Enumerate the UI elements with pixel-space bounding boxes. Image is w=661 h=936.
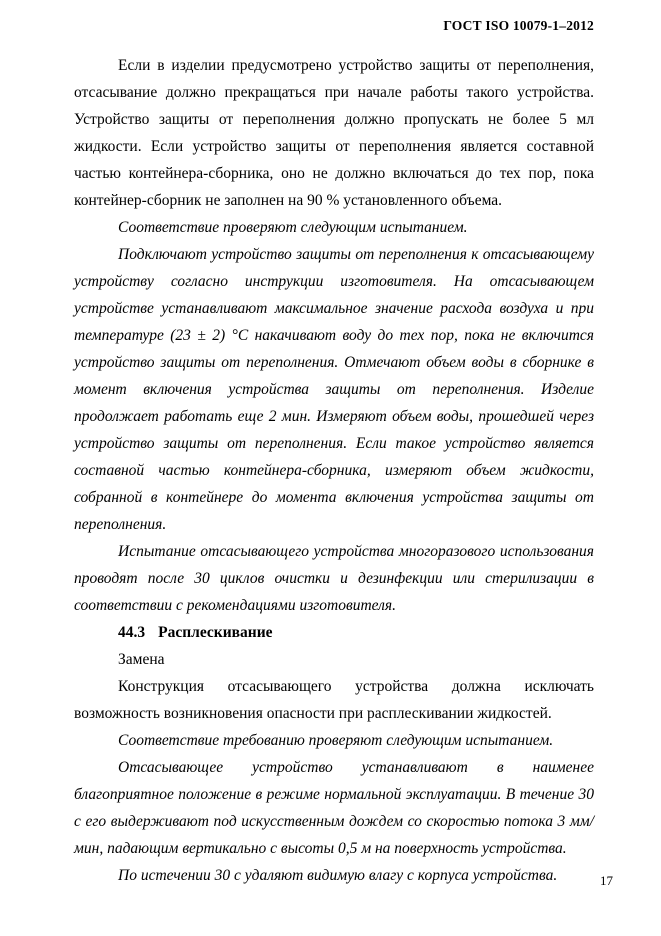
document-body — [74, 52, 594, 889]
section-heading-number: 44.3 — [118, 624, 146, 641]
page-number: 17 — [600, 873, 613, 888]
paragraph-compliance-statement-2: Соответствие требованию проверяют следующим испытанием. — [118, 732, 554, 749]
standard-code-header: ГОСТ ISO 10079-1–2012 — [443, 18, 594, 33]
section-heading-title: Расплескивание — [158, 624, 273, 641]
paragraph-overflow-test-procedure: Подключают устройство защиты от переполнения к отсасывающему устройству согласно инструкции изготовителя. На отсасывающем устройстве устанавливают максимальное значение расхода воздуха и при температуре (23 ± 2) °С накачивают воду до тех пор, пока не включится устройство защиты от переполнения. Отмечают объем воды в сборнике в момент включения устройства защиты от переполнения. Изделие продолжает работать еще 2 мин. Измеряют объем воды, прошедшей через устройство защиты от переполнения. Если такое устройство является составной частью контейнера-сборника, измеряют объем жидкости, собранной в контейнере до момента включения устройства защиты от переполнения. — [74, 246, 594, 533]
paragraph-compliance-statement-1: Соответствие проверяют следующим испытанием. — [118, 219, 468, 236]
section-heading-44-3 — [74, 619, 594, 646]
paragraph-spill-test-procedure: Отсасывающее устройство устанавливают в наименее благоприятное положение в режиме нормальной эксплуатации. В течение 30 с его выдерживают под искусственным дождем со скоростью потока 3 мм/мин, падающим вертикально с высоты 0,5 м на поверхность устройства. — [74, 759, 594, 857]
paragraph-replacement: Замена — [118, 651, 165, 668]
paragraph-reusable-device-test: Испытание отсасывающего устройства многоразового использования проводят после 30 циклов очистки и дезинфекции или стерилизации в соответствии с рекомендациями изготовителя. — [74, 543, 594, 614]
paragraph-spill-test-final: По истечении 30 с удаляют видимую влагу с корпуса устройства. — [118, 867, 558, 884]
paragraph-overflow-protection-requirement: Если в изделии предусмотрено устройство защиты от переполнения, отсасывание должно прекращаться при начале работы такого устройства. Устройство защиты от переполнения должно пропускать не более 5 мл жидкости. Если устройство защиты от переполнения является составной частью контейнера-сборника, оно не должно включаться до тех пор, пока контейнер-сборник не заполнен на 90 % установленного объема. — [74, 57, 594, 209]
paragraph-design-requirement: Конструкция отсасывающего устройства должна исключать возможность возникновения опасности при расплескивании жидкостей. — [74, 678, 594, 722]
